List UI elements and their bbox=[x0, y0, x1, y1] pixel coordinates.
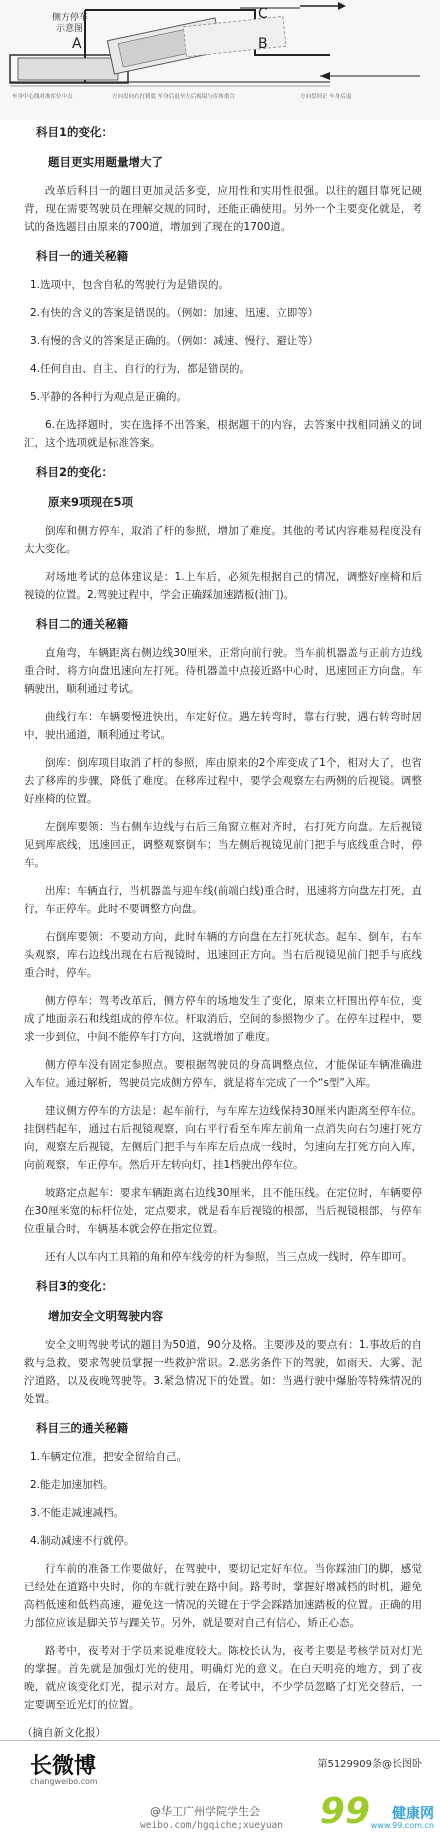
section2-paragraph-9: 侧方停车：驾考改革后，侧方停车的场地发生了变化，原来立杆围出停车位，变成了地面亲石和线组成的停车位。杆取消后，空间的参照物少了。在停车过程中，要求一步到位，中间不能停车打方向，这就增加了难度。 bbox=[24, 995, 422, 1043]
section1-item-4: 4.任何自由、自主、自行的行为，都是错误的。 bbox=[30, 363, 251, 375]
weibo-watermark-url: weibo.com/hgqiche;xueyuan bbox=[140, 1820, 283, 1831]
site-url: www.99.com.cn bbox=[370, 1821, 434, 1830]
section1-item-3: 3.有慢的含义的答案是正确的。（例如：减速、慢行、避让等） bbox=[30, 335, 319, 347]
section1-subtitle: 题目更实用题量增大了 bbox=[48, 155, 163, 169]
section1-paragraph-1: 改革后科目一的题目更加灵活多变，应用性和实用性很强。以往的题目靠死记硬背，现在需要驾驶员在理解交规的同时，还能正确使用。另外一个主要变化就是，考试的备选题目由原来的700道，增加到了现在的1700道。 bbox=[24, 185, 422, 233]
diagram-title-1: 侧方停车 bbox=[52, 13, 89, 23]
section3-item-4: 4.制动减速不行就停。 bbox=[30, 1535, 135, 1547]
changweibo-logo: 长微博 bbox=[30, 1754, 97, 1779]
section1-tips-title: 科目一的通关秘籍 bbox=[36, 249, 128, 263]
footer bbox=[0, 1740, 440, 1835]
section2-paragraph-10: 侧方停车没有固定参照点。要根据驾驶员的身高调整点位，才能保证车辆准确进入车位。通过解析，驾驶员完成侧方停车，就是将车完成了一个“s型”入库。 bbox=[24, 1059, 422, 1089]
section2-paragraph-11: 建议侧方停车的方法是：起车前行，与车库左边线保持30厘米内距离至停车位。挂倒档起车，通过右后视镜观察，向右平行看至车库左前角一点消失向右匀速打死方向，观察左后视镜，左侧后门把手与车库左后点成一线时，匀速向左打死方向入库，向前观察，车正停车。然后开左转向灯，挂1档驶出停车位。 bbox=[24, 1105, 422, 1171]
section2-subtitle: 原来9项现在5项 bbox=[48, 495, 134, 509]
article-source: （摘自新文化报） bbox=[22, 1727, 106, 1739]
changweibo-url: changweibo.com bbox=[30, 1777, 98, 1786]
section2-paragraph-8: 右倒库要领：不要动方向，此时车辆的方向盘在左打死状态。起车、倒车，右车头观察，库右边线出现在右后视镜时，迅速回正方向。当右后视镜见前门把手与底线重合时，停车。 bbox=[24, 931, 422, 979]
section2-paragraph-1: 倒库和侧方停车，取消了杆的参照，增加了难度。其他的考试内容难易程度没有太大变化。 bbox=[24, 525, 422, 555]
section1-item-1: 1.选项中，包含自私的驾驶行为是错误的。 bbox=[30, 279, 230, 291]
diagram-caption-right: 方向盘回正 车身后退 bbox=[300, 94, 352, 100]
weibo-watermark-user: @华工广州学院学生会 bbox=[150, 1805, 260, 1818]
section3-paragraph-1: 安全文明驾驶考试的题目为50道，90分及格。主要涉及的要点有：1.事故后的自救与急救，要求驾驶员掌握一些救护常识。2.恶劣条件下的驾驶，如雨天、大雾、泥泞道路，以及夜晚驾驶等。3.紧急情况下的处置。如：当遇行驶中爆胎等特殊情况的处置。 bbox=[24, 1339, 422, 1405]
diagram-caption-left: 车身中心线对准库位中点 bbox=[12, 94, 73, 100]
section3-subtitle: 增加安全文明驾驶内容 bbox=[48, 1309, 163, 1323]
section2-paragraph-13: 还有人以车内工具箱的角和停车线旁的杆为参照，当三点成一线时，停车即可。 bbox=[45, 1251, 413, 1263]
section3-paragraph-3: 路考中，夜考对于学员来说难度较大。陈校长认为，夜考主要是考核学员对灯光的掌握。首先就是加强灯光的使用，明确灯光的意义。在白天明亮的地方，到了夜晚，就应该变化灯光，提示对方。最后，在考试中，不少学员忽略了灯光交替后，一定要调至近光灯的位置。 bbox=[24, 1645, 422, 1711]
diagram-label-a: A bbox=[72, 36, 82, 52]
section2-paragraph-4: 曲线行车：车辆要慢进快出，车定好位。遇左转弯时，靠右行驶，遇右转弯时居中，驶出通道，顺利通过考试。 bbox=[24, 711, 422, 741]
section2-paragraph-7: 出库：车辆直行，当机器盖与迎车线(前端白线)重合时，迅速将方向盘左打死，直行，车正停车。此时不要调整方向盘。 bbox=[24, 885, 422, 915]
article bbox=[0, 122, 440, 1742]
section2-paragraph-12: 坡路定点起车：要求车辆距离右边线30厘米，且不能压线。在定位时，车辆要停在30厘米宽的标杆位处，定点要求，就是看车后视镜的根部，当后视镜根部，与停车位重量合时，车辆基本就会停在指定位置。 bbox=[24, 1187, 422, 1235]
section3-item-3: 3.不能走减速减档。 bbox=[30, 1507, 125, 1519]
section2-paragraph-3: 直角弯，车辆距离右侧边线30厘米，正常向前行驶。当车前机器盖与正前方边线重合时，将方向盘迅速向左打死。待机器盖中点接近路中心时，迅速回正方向盘。车辆驶出，顺利通过考试。 bbox=[24, 647, 422, 695]
site-mark: 99 bbox=[319, 1791, 370, 1832]
section3-item-1: 1.车辆定位准，把安全留给自己。 bbox=[30, 1451, 188, 1463]
diagram-title-2: 示意图 bbox=[56, 24, 84, 34]
section1-item-5: 5.平静的各种行为观点是正确的。 bbox=[30, 391, 188, 403]
diagram-label-b: B bbox=[258, 36, 268, 52]
section3-item-2: 2.能走加速加档。 bbox=[30, 1479, 114, 1491]
parking-diagram bbox=[0, 0, 440, 120]
post-count: 第5129909条@长图卧 bbox=[317, 1759, 422, 1770]
site-name: 健康网 bbox=[392, 1806, 434, 1822]
diagram-label-c: C bbox=[258, 6, 268, 22]
section2-paragraph-6: 左倒库要领：当右侧车边线与右后三角窗立框对齐时，右打死方向盘。左后视镜见到库底线，迅速回正，调整观察倒车；当左侧后视镜见前门把手与底线重合时，停车。 bbox=[24, 821, 422, 869]
section3-title: 科目3的变化： bbox=[36, 1279, 114, 1293]
section1-title: 科目1的变化： bbox=[36, 125, 114, 139]
section1-item-2: 2.有快的含义的答案是错误的。（例如：加速、迅速、立即等） bbox=[30, 307, 319, 319]
section2-title: 科目2的变化： bbox=[36, 465, 114, 479]
section2-paragraph-2: 对场地考试的总体建议是：1.上车后，必须先根据自己的情况，调整好座椅和后视镜的位置。2.驾驶过程中，学会正确踩加速踏板(油门)。 bbox=[24, 571, 422, 601]
section2-tips-title: 科目二的通关秘籍 bbox=[36, 617, 128, 631]
diagram-caption-mid: 方向盘向右打到底 车身后退至左后视镜与库角重合 bbox=[112, 94, 235, 100]
section1-item-6: 6.在选择题时，实在选择不出答案，根据题干的内容，去答案中找相同涵义的词汇，这个选项就是标准答案。 bbox=[24, 419, 422, 449]
section3-paragraph-2: 行车前的准备工作要做好，在驾驶中，要切记定好车位。当你踩油门的脚，感觉已经处在道路中央时，你的车就行驶在路中间。路考时，掌握好增减档的时机，避免高档低速和低档高速，避免这一情况的关键在于学会踩踏加速踏板的位置。正确的用力部位应该是脚关节与踝关节。另外，就是要对自己有信心，矫正心态。 bbox=[24, 1563, 422, 1629]
section2-paragraph-5: 倒库：倒库项目取消了杆的参照，库由原来的2个库变成了1个，相对大了，也省去了移库的步骤，降低了难度。在移库过程中，要学会观察左右两侧的后视镜。调整好座椅的位置。 bbox=[24, 757, 422, 805]
section3-tips-title: 科目三的通关秘籍 bbox=[36, 1421, 128, 1435]
